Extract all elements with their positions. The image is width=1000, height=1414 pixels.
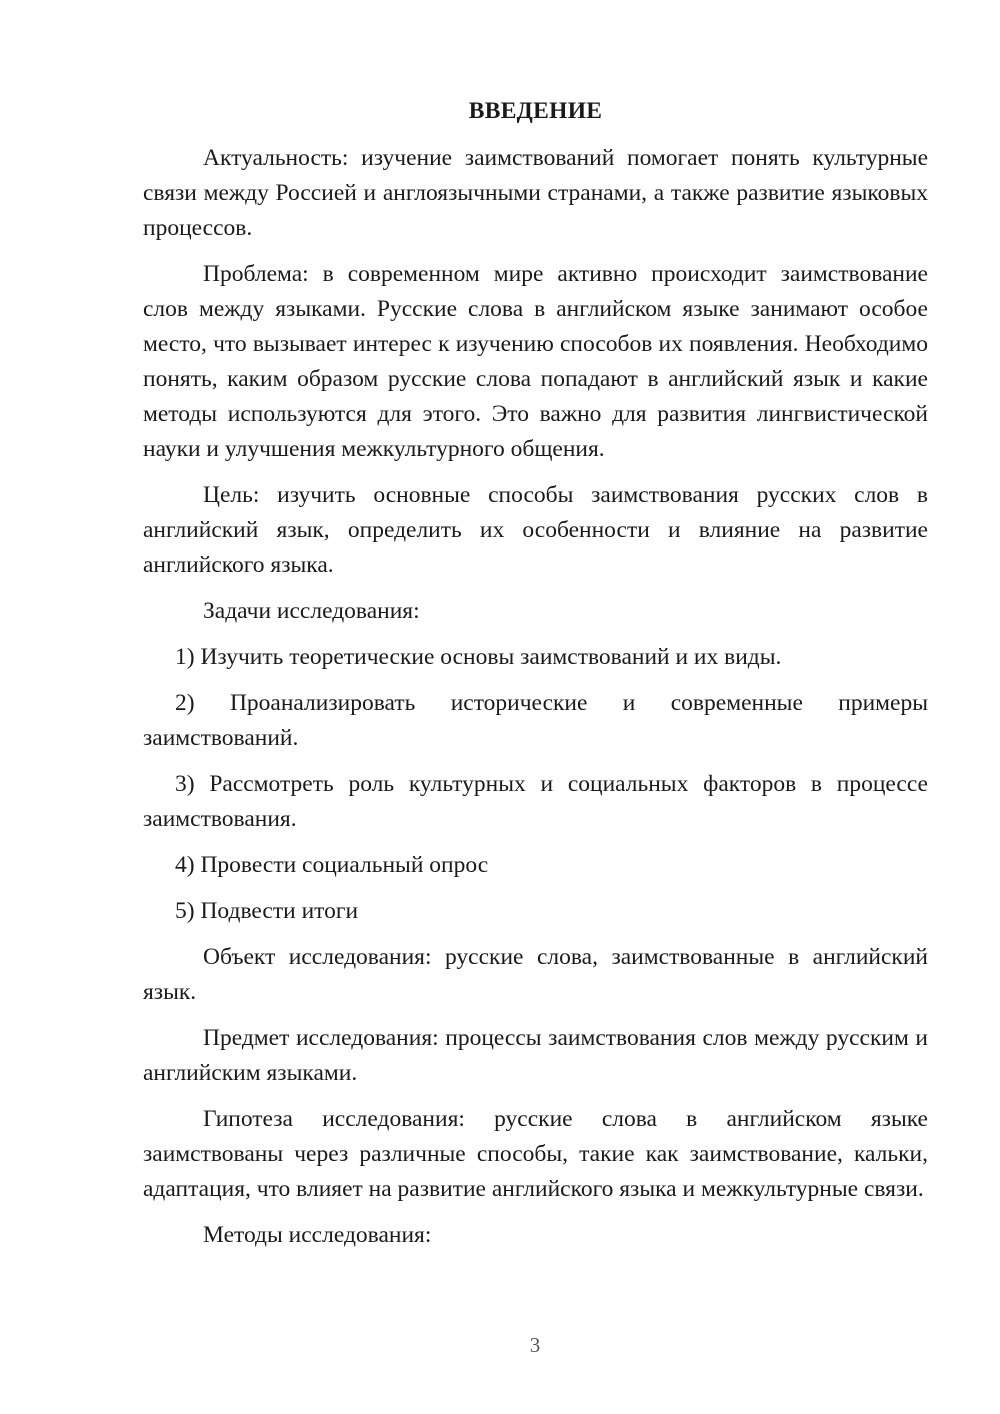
page-body <box>143 95 928 1264</box>
page-number: 3 <box>529 1333 541 1357</box>
task-item-5: 5) Подвести итоги <box>175 898 359 924</box>
paragraph-goal: Цель: изучить основные способы заимствования русских слов в английский язык, определить их особенности и влияние на развитие английского языка. <box>143 482 928 578</box>
paragraph-hypothesis: Гипотеза исследования: русские слова в английском языке заимствованы через различные способы, такие как заимствование, кальки, адаптация, что влияет на развитие английского языка и межкультурные связи. <box>143 1106 928 1202</box>
paragraph-subject: Предмет исследования: процессы заимствования слов между русским и английским языками. <box>143 1025 928 1086</box>
task-item-3: 3) Рассмотреть роль культурных и социальных факторов в процессе заимствования. <box>143 771 928 832</box>
task-item-4: 4) Провести социальный опрос <box>175 852 489 878</box>
paragraph-object: Объект исследования: русские слова, заимствованные в английский язык. <box>143 944 928 1005</box>
task-item-2: 2) Проанализировать исторические и современные примеры заимствований. <box>143 690 928 751</box>
task-item-1: 1) Изучить теоретические основы заимствований и их виды. <box>175 644 782 670</box>
paragraph-relevance: Актуальность: изучение заимствований помогает понять культурные связи между Россией и англоязычными странами, а также развитие языковых процессов. <box>143 145 928 241</box>
methods-heading: Методы исследования: <box>203 1222 432 1248</box>
paragraph-problem: Проблема: в современном мире активно происходит заимствование слов между языками. Русские слова в английском языке занимают особое место, что вызывает интерес к изучению способов их появления. Необходимо понять, каким образом русские слова попадают в английский язык и какие методы используются для этого. Это важно для развития лингвистической науки и улучшения межкультурного общения. <box>143 261 928 462</box>
tasks-heading: Задачи исследования: <box>203 598 420 624</box>
page-title: ВВЕДЕНИЕ <box>468 98 603 124</box>
